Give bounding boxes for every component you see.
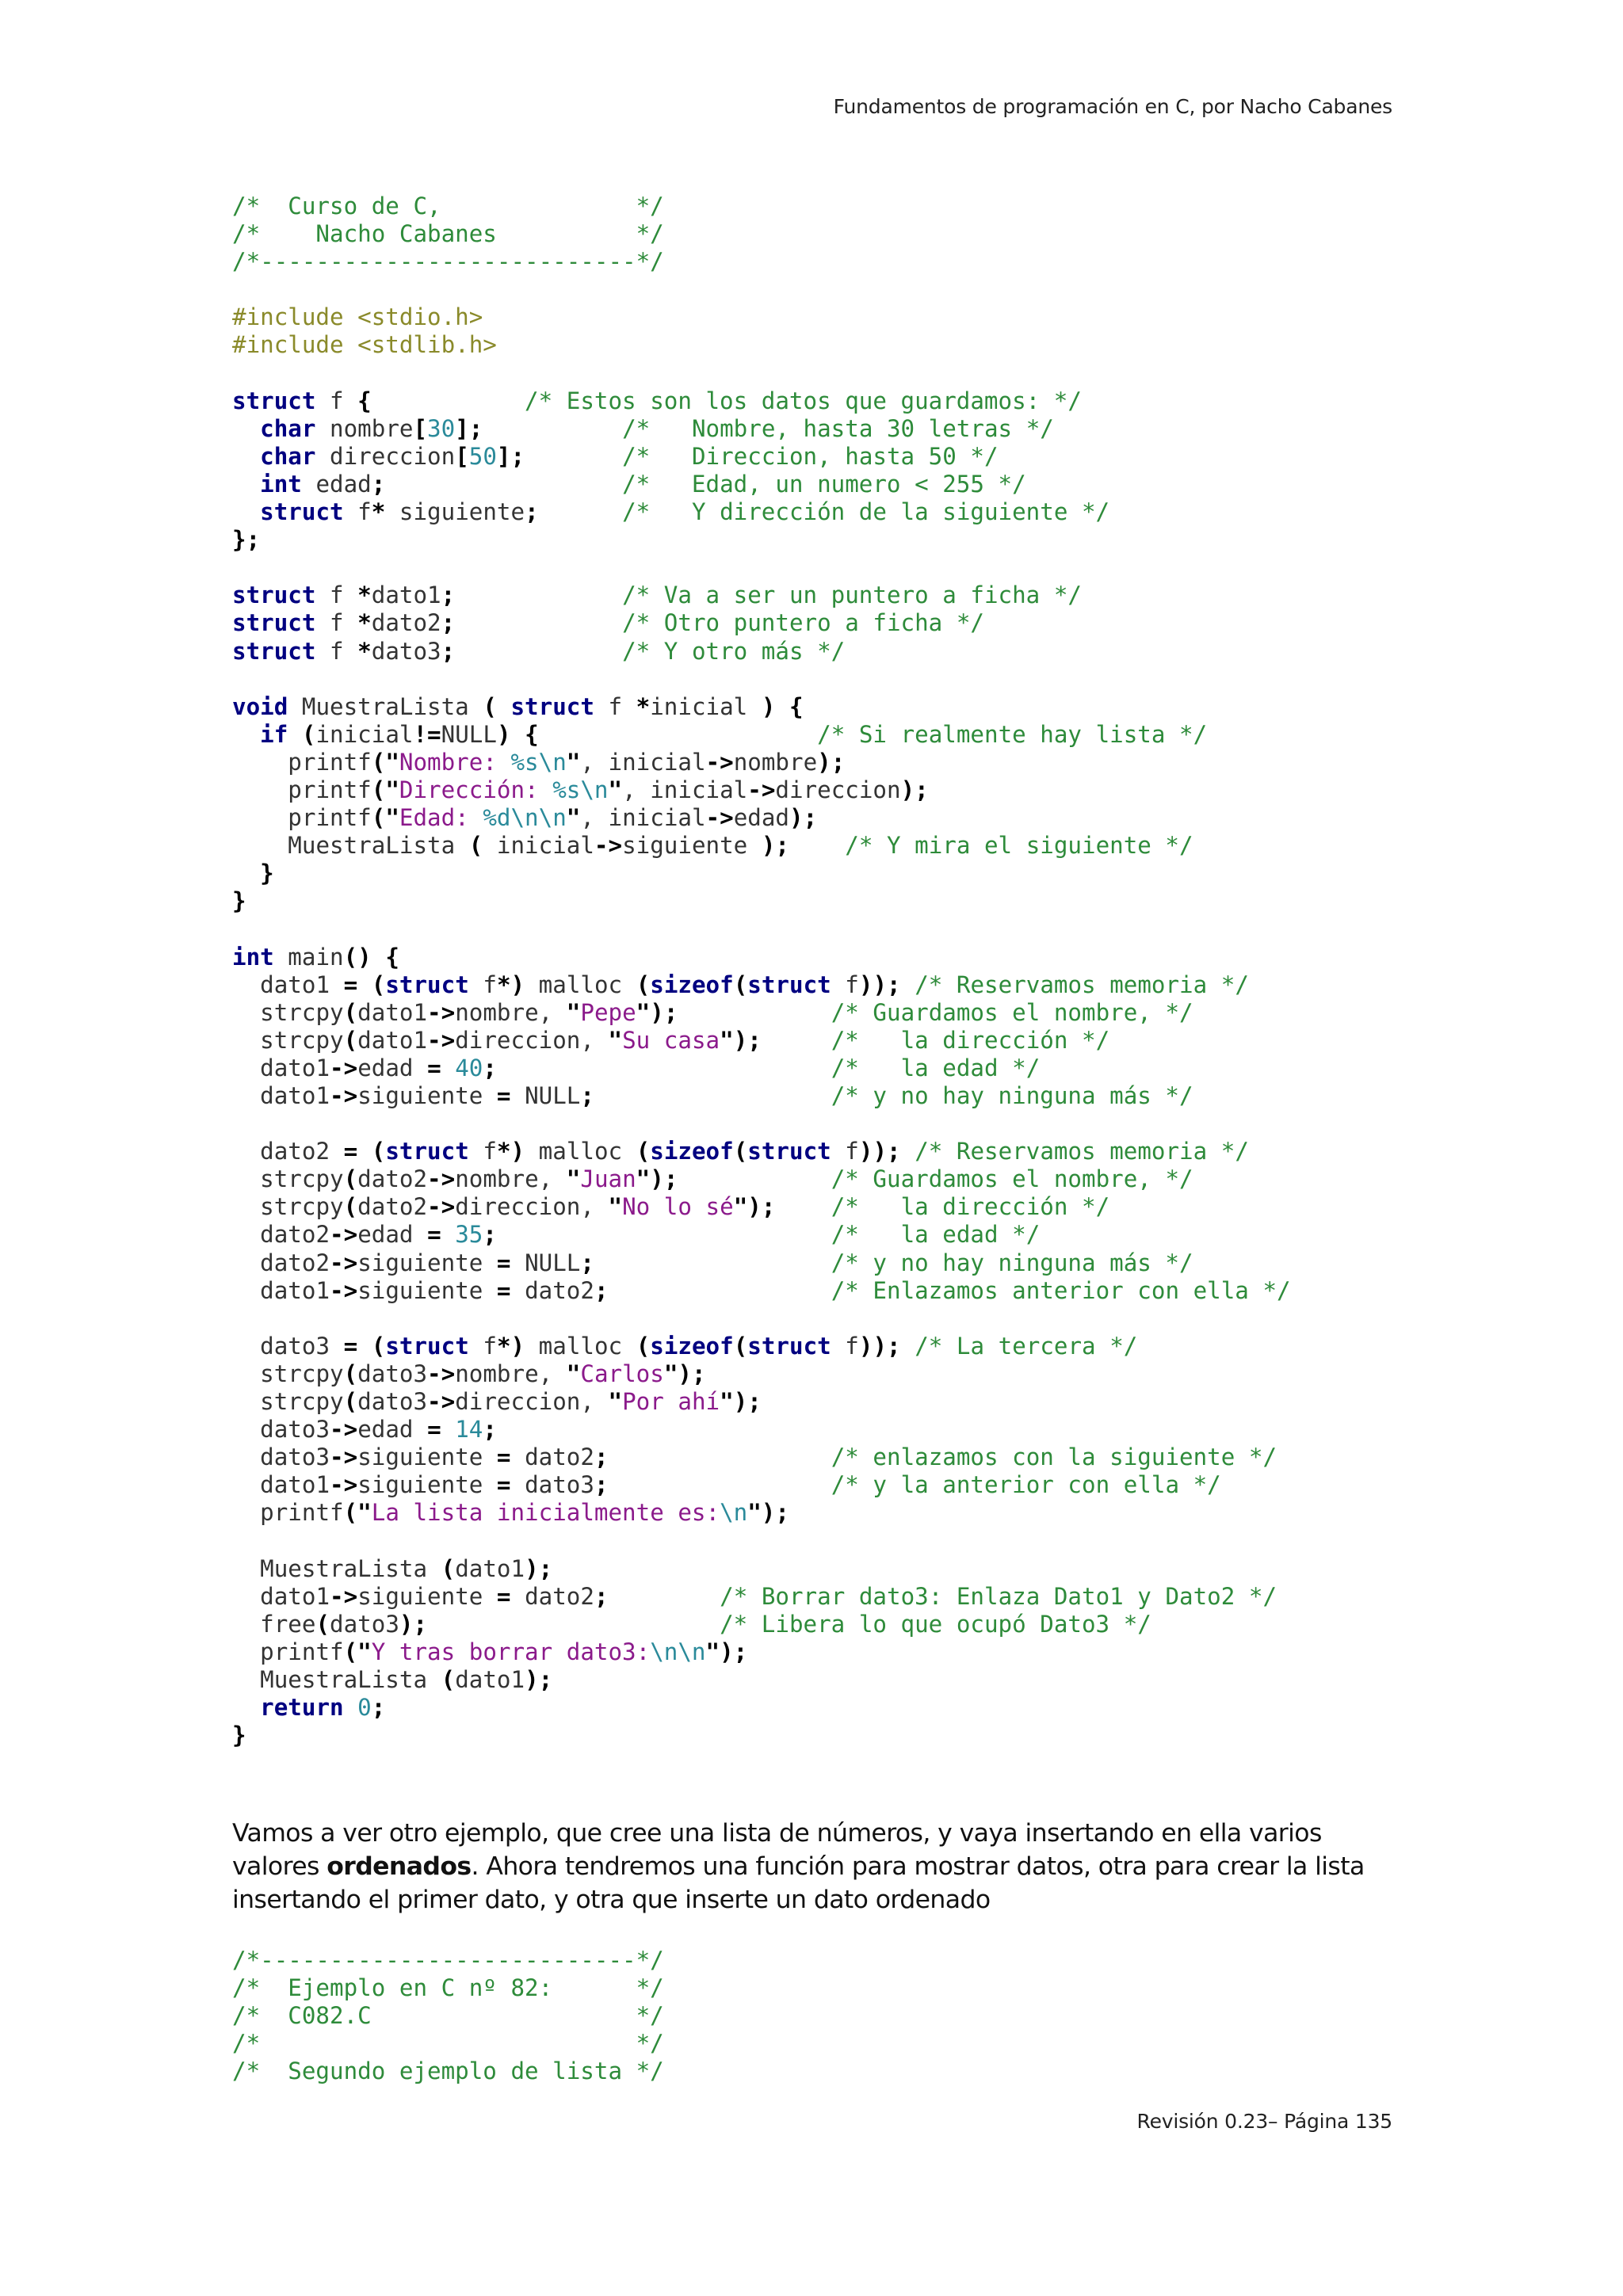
code-line [232,666,1291,693]
code-line: struct f { /* Estos son los datos que guardamos: */ [232,387,1082,414]
code-line: dato1->siguiente = dato3; /* y la anterior con ella */ [260,1471,1221,1499]
code-line: } [232,887,246,915]
code-line: #include <stdlib.h> [232,331,497,359]
code-line: MuestraLista (dato1); [260,1554,553,1582]
body-paragraph [232,1817,1405,1917]
code-line: if (inicial!=NULL) { /* Si realmente hay lista */ [260,720,1208,748]
code-line: printf("Edad: %d\n\n", inicial->edad); [288,804,818,832]
code-line: } [232,1722,246,1749]
code-line: dato2->siguiente = NULL; /* y no hay ninguna más */ [260,1249,1193,1276]
code-line: strcpy(dato2->nombre, "Juan"); /* Guardamos el nombre, */ [260,1165,1193,1193]
code-line: dato1->siguiente = dato2; /* Borrar dato3: Enlaza Dato1 y Dato2 */ [260,1582,1277,1610]
code-line: dato2->edad = 35; /* la edad */ [260,1221,1041,1249]
paragraph-text-start: Vamos a ver otro ejemplo, que cree una lista de números, y vaya insertando en ella varios valores [232,1819,1322,1881]
code-line: MuestraLista (dato1); [260,1665,553,1693]
code-line: dato1 = (struct f*) malloc (sizeof(struct f)); /* Reservamos memoria */ [260,971,1249,998]
code-line: /* Segundo ejemplo de lista */ [232,2058,664,2085]
code-listing-example-82-header [232,1947,664,2085]
code-line: dato3->siguiente = dato2; /* enlazamos con la siguiente */ [260,1444,1277,1471]
code-line: printf("Nombre: %s\n", inicial->nombre); [288,748,846,776]
code-line: int main() { [232,943,399,971]
code-line: } [260,860,274,887]
code-line: char direccion[50]; /* Direccion, hasta 50 */ [260,442,999,470]
page-footer: Revisión 0.23– Página 135 [1136,2110,1392,2133]
code-line: strcpy(dato1->nombre, "Pepe"); /* Guardamos el nombre, */ [260,998,1193,1026]
code-line: strcpy(dato1->direccion, "Su casa"); /* la dirección */ [260,1026,1110,1054]
code-line: printf("Y tras borrar dato3:\n\n"); [260,1638,748,1665]
code-line: struct f *dato1; /* Va a ser un puntero a ficha */ [232,582,1082,609]
running-header: Fundamentos de programación en C, por Nacho Cabanes [833,95,1392,118]
code-line: /* Nacho Cabanes */ [232,220,664,248]
code-line: /*---------------------------*/ [232,1947,664,1974]
code-line: int edad; /* Edad, un numero < 255 */ [260,470,1026,498]
code-line: struct f *dato2; /* Otro puntero a ficha */ [232,609,984,637]
code-line: dato1->siguiente = dato2; /* Enlazamos anterior con ella */ [260,1276,1291,1304]
paragraph-text-end: . Ahora tendremos una función para mostrar datos, otra para crear la lista insertando el primer dato, y otra que inserte un dato ordenado [232,1852,1365,1914]
code-line: return 0; [260,1694,386,1722]
paragraph-bold-word: ordenados [327,1852,472,1881]
code-line: free(dato3); /* Libera lo que ocupó Dato3 */ [260,1610,1151,1638]
code-line [232,276,1291,303]
code-line: /* */ [232,2030,664,2058]
code-line: strcpy(dato2->direccion, "No lo sé"); /* la dirección */ [260,1193,1110,1221]
code-line: dato2 = (struct f*) malloc (sizeof(struct f)); /* Reservamos memoria */ [260,1138,1249,1165]
code-line: strcpy(dato3->direccion, "Por ahí"); [260,1388,762,1416]
code-line: strcpy(dato3->nombre, "Carlos"); [260,1360,706,1387]
code-line [232,915,1291,943]
code-line: /*---------------------------*/ [232,248,664,276]
code-line: dato1->siguiente = NULL; /* y no hay ninguna más */ [260,1082,1193,1109]
code-line [232,1305,1291,1333]
code-line: dato3 = (struct f*) malloc (sizeof(struct f)); /* La tercera */ [260,1332,1138,1360]
code-line [232,554,1291,582]
code-line: #include <stdio.h> [232,303,483,331]
code-line: struct f* siguiente; /* Y dirección de la siguiente */ [260,498,1110,526]
code-line: dato1->edad = 40; /* la edad */ [260,1054,1041,1081]
code-line: char nombre[30]; /* Nombre, hasta 30 letras */ [260,414,1054,442]
code-line: /* C082.C */ [232,2002,664,2030]
code-line [232,1527,1291,1555]
code-line: }; [232,526,261,554]
code-line: printf("Dirección: %s\n", inicial->direccion); [288,776,929,803]
code-line: printf("La lista inicialmente es:\n"); [260,1499,789,1527]
code-line: /* Ejemplo en C nº 82: */ [232,1974,664,2002]
code-line: /* Curso de C, */ [232,193,664,219]
code-line [232,360,1291,387]
code-line: void MuestraLista ( struct f *inicial ) { [232,692,804,720]
code-line [232,1110,1291,1138]
code-listing-linked-list [232,193,1291,1749]
code-line: struct f *dato3; /* Y otro más */ [232,637,846,665]
code-line: dato3->edad = 14; [260,1416,497,1444]
code-line: MuestraLista ( inicial->siguiente ); /* Y mira el siguiente */ [288,832,1193,860]
